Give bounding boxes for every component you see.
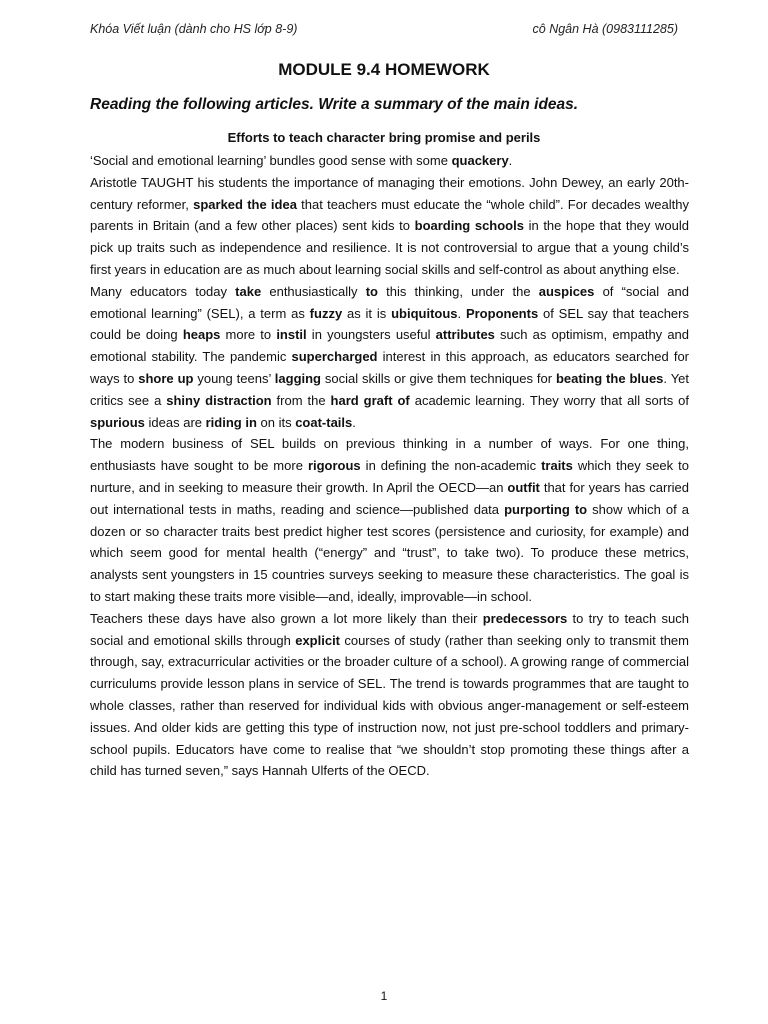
paragraph-text: on its [256, 414, 296, 430]
paragraph-text: Many educators today [90, 283, 236, 299]
paragraph-text: enthusiastically [261, 283, 366, 299]
vocabulary-term: sparked the idea [193, 196, 297, 212]
vocabulary-term: instil [276, 327, 307, 343]
paragraph-text: The modern business of SEL builds on previous thinking in a number of ways. For one thing, enthusiasts have sought to be more [90, 436, 689, 474]
vocabulary-term: riding in [205, 414, 257, 430]
paragraph-text: as it is [342, 305, 392, 321]
paragraph-text: such as optimism, empathy and emotional stability. The pandemic [90, 327, 690, 365]
paragraph-text: ideas are [144, 414, 206, 430]
page-title: MODULE 9.4 HOMEWORK [278, 60, 490, 79]
vocabulary-term: heaps [182, 327, 221, 343]
vocabulary-term: supercharged [291, 349, 378, 365]
paragraph-text: which they seek to nurture, and in seeking to measure their growth. In April the OECD—an [90, 458, 689, 495]
article-paragraph [90, 172, 689, 281]
vocabulary-term: beating the blues [555, 370, 664, 386]
paragraph-text: ‘Social and emotional learning’ bundles good sense with some [90, 153, 452, 168]
vocabulary-term: auspices [538, 283, 595, 299]
vocabulary-term: outfit [507, 479, 540, 495]
paragraph-text: young teens’ [193, 370, 275, 386]
paragraph-text: from the [271, 392, 331, 408]
vocabulary-term: traits [541, 458, 573, 474]
paragraph-text: Aristotle TAUGHT his students the importance of managing their emotions. John Dewey, an early 20th-century reformer, [90, 174, 689, 212]
paragraph-text: show which of a dozen or so character traits best predict higher test scores (persistence and curiosity, for example) and which seem good for mental health (“energy” and “trust”, to take two). To produce these metrics, analysts sent youngsters in 15 countries surveys seeking to measure these characteristics. The goal is to start making these traits more visible—and, ideally, improvable—in school. [90, 501, 689, 604]
vocabulary-term: to [365, 283, 378, 299]
paragraph-text: . Yet critics see a [90, 370, 690, 408]
paragraph-text: that for years has carried out international tests in maths, reading and science—published data [90, 479, 689, 517]
vocabulary-term: spurious [90, 414, 145, 430]
paragraph-text: interest in this approach, as educators searched for ways to [90, 349, 689, 386]
paragraph-text: in defining the non-academic [360, 458, 542, 474]
teacher-contact: cô Ngân Hà (0983111285) [532, 22, 678, 36]
article-paragraph [90, 608, 689, 782]
paragraph-text: courses of study (rather than seeking only to transmit them through, say, extracurricular activities or the broader culture of a school). A growing range of commercial curriculums provide lesson plans in service of SEL. The trend is towards programmes that are taught to whole classes, rather than reserved for individual kids with obvious anger-management or self-esteem issues. And older kids are getting this type of instruction now, not just pre-school toddlers and primary-school pupils. Educators have come to realise that “we shouldn’t stop promoting these things after a child has turned seven,” says Hannah Ulferts of the OECD. [90, 632, 689, 779]
article-paragraph [90, 281, 689, 434]
course-name: Khóa Viết luận (dành cho HS lớp 8-9) [90, 22, 298, 36]
page-number: 1 [380, 989, 388, 1003]
article-body [90, 150, 689, 782]
article-paragraph [90, 433, 689, 607]
paragraph-text: to try to teach such social and emotional skills through [90, 610, 689, 648]
article-paragraph [90, 150, 689, 172]
paragraph-text: . [508, 153, 513, 168]
page-header [90, 22, 678, 36]
vocabulary-term: take [235, 283, 262, 299]
paragraph-text: . [352, 414, 356, 430]
paragraph-text: more to [220, 327, 277, 343]
vocabulary-term: rigorous [307, 458, 361, 474]
vocabulary-term: purporting to [504, 501, 588, 517]
vocabulary-term: coat-tails [295, 414, 353, 430]
vocabulary-term: predecessors [482, 610, 568, 626]
paragraph-text: Teachers these days have also grown a lot more likely than their [90, 610, 483, 626]
vocabulary-term: shore up [138, 370, 194, 386]
vocabulary-term: Proponents [465, 305, 539, 321]
paragraph-text: . [457, 305, 466, 321]
paragraph-text: this thinking, under the [377, 283, 539, 299]
paragraph-text: in youngsters useful [306, 327, 436, 343]
vocabulary-term: explicit [295, 632, 341, 648]
paragraph-text: in the hope that they would pick up traits such as independence and resilience. It is not controversial to argue that a young child’s first years in education are as much about learning social skills and self-control as about anything else. [90, 218, 689, 277]
vocabulary-term: ubiquitous [391, 305, 458, 321]
vocabulary-term: boarding schools [414, 218, 524, 234]
paragraph-text: social skills or give them techniques for [321, 370, 556, 386]
vocabulary-term: shiny distraction [166, 392, 272, 408]
vocabulary-term: quackery [451, 153, 509, 168]
vocabulary-term: lagging [274, 370, 321, 386]
paragraph-text: of SEL say that teachers could be doing [90, 305, 689, 343]
vocabulary-term: hard graft of [330, 392, 410, 408]
vocabulary-term: fuzzy [309, 305, 343, 321]
paragraph-text: that teachers must educate the “whole child”. For decades wealthy parents in Britain (and a few other places) sent kids to [90, 196, 689, 234]
paragraph-text: of “social and emotional learning” (SEL), a term as [90, 283, 689, 321]
paragraph-text: academic learning. They worry that all sorts of [409, 392, 689, 408]
assignment-instruction: Reading the following articles. Write a summary of the main ideas. [90, 96, 579, 113]
article-title: Efforts to teach character bring promise and perils [227, 130, 541, 145]
vocabulary-term: attributes [435, 327, 495, 343]
